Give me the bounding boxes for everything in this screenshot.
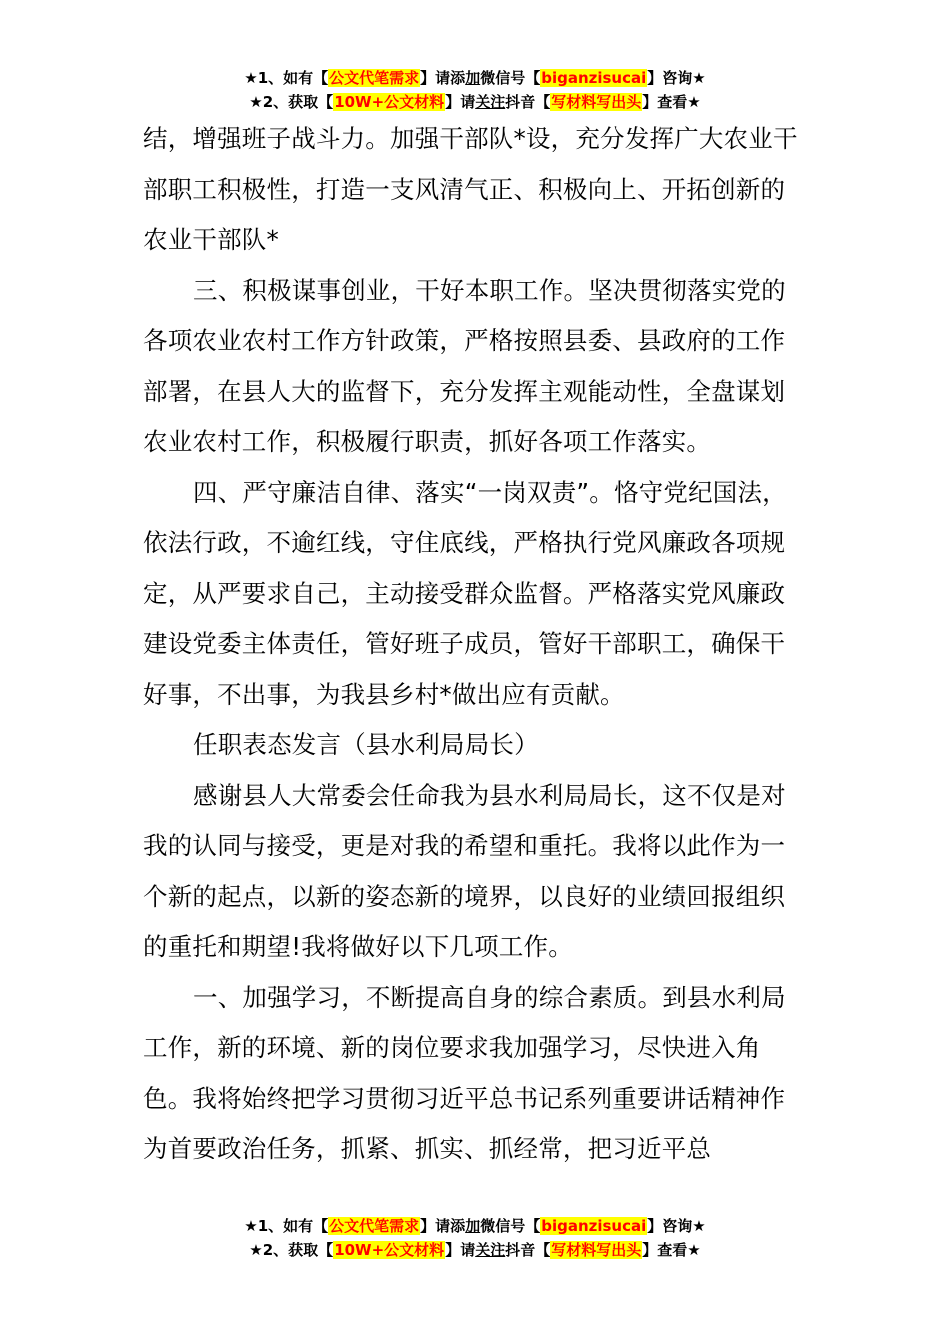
paragraph-section-one: 一、加强学习，不断提高自身的综合素质。到县水利局工作，新的环境、新的岗位要求我加强学习，尽快进入角色。我将始终把学习贯彻习近平总书记系列重要讲话精神作为首要政治任务，抓紧、抓实、抓经常，把习近平总 xyxy=(143,982,786,1163)
speech-title: 任职表态发言（县水利局局长） xyxy=(193,730,539,759)
banner-text: 抖音【 xyxy=(505,1241,551,1259)
paragraph-section-three: 三、积极谋事创业，干好本职工作。坚决贯彻落实党的各项农业农村工作方针政策，严格按照县委、县政府的工作部署，在县人大的监督下，充分发挥主观能动性，全盘谋划农业农村工作，积极履行职责，抓好各项工作落实。 xyxy=(143,275,786,456)
banner-underline: 关注 xyxy=(475,1241,506,1259)
paragraph-continuation: 结，增强班子战斗力。加强干部队*设，充分发挥广大农业干部职工积极性，打造一支风清气正、积极向上、开拓创新的农业干部队* xyxy=(143,124,798,254)
paragraph-intro: 感谢县人大常委会任命我为县水利局局长，这不仅是对我的认同与接受，更是对我的希望和重托。我将以此作为一个新的起点，以新的姿态新的境界，以良好的业绩回报组织的重托和期望!我将做好以下几项工作。 xyxy=(143,780,786,961)
banner-text: 抖音【 xyxy=(505,93,551,111)
banner-text: 】咨询★ xyxy=(647,1217,706,1235)
banner-text: ★1、如有【 xyxy=(244,1217,329,1235)
footer-banner xyxy=(0,1214,950,1262)
header-banner xyxy=(0,66,950,114)
banner-text: 】请添 xyxy=(420,69,466,87)
banner-highlight: biganzisucai xyxy=(541,1217,647,1235)
banner-highlight: biganzisucai xyxy=(541,69,647,87)
banner-line-1 xyxy=(0,1214,950,1238)
banner-text: 微信号【 xyxy=(480,69,541,87)
banner-text: 】请 xyxy=(445,93,476,111)
paragraph-section-four: 四、严守廉洁自律、落实“一岗双责”。恪守党纪国法，依法行政，不逾红线，守住底线，严格执行党风廉政各项规定，从严要求自己，主动接受群众监督。严格落实党风廉政建设党委主体责任，管好班子成员，管好干部职工，确保干好事，不出事，为我县乡村*做出应有贡献。 xyxy=(143,477,787,709)
banner-text: 】查看★ xyxy=(642,93,701,111)
banner-text: 微信号【 xyxy=(480,1217,541,1235)
banner-text: ★2、获取【 xyxy=(249,93,334,111)
banner-underline: 关注 xyxy=(475,93,506,111)
banner-underline: 加 xyxy=(465,69,481,87)
banner-highlight: 公文代笔需求 xyxy=(329,69,420,87)
banner-line-2 xyxy=(0,90,950,114)
banner-underline: 加 xyxy=(465,1217,481,1235)
banner-highlight: 写材料写出头 xyxy=(551,1241,642,1259)
banner-text: 】请添 xyxy=(420,1217,466,1235)
banner-text: 】咨询★ xyxy=(647,69,706,87)
banner-highlight: 公文代笔需求 xyxy=(329,1217,420,1235)
banner-highlight: 写材料写出头 xyxy=(551,93,642,111)
banner-text: ★2、获取【 xyxy=(249,1241,334,1259)
banner-text: 】请 xyxy=(445,1241,476,1259)
banner-line-2 xyxy=(0,1238,950,1262)
banner-highlight: 10W+公文材料 xyxy=(334,93,445,111)
banner-text: ★1、如有【 xyxy=(244,69,329,87)
banner-highlight: 10W+公文材料 xyxy=(334,1241,445,1259)
banner-text: 】查看★ xyxy=(642,1241,701,1259)
banner-line-1 xyxy=(0,66,950,90)
document-body xyxy=(143,114,807,1175)
